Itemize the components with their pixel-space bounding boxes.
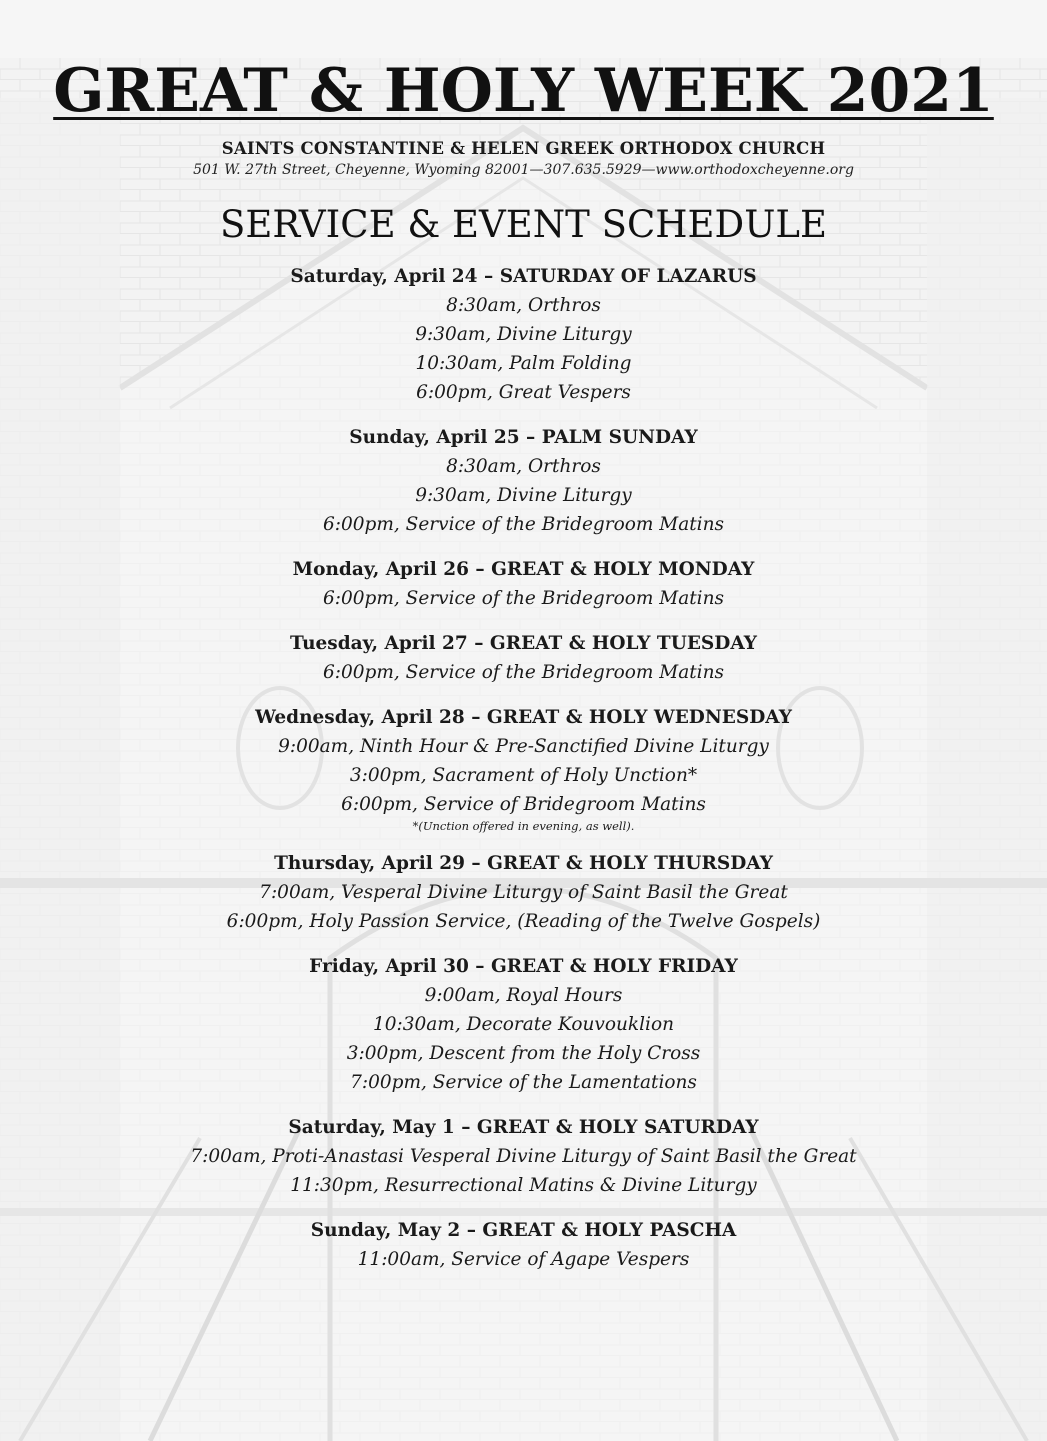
page-title: GREAT & HOLY WEEK 2021 [53,56,994,126]
schedule-day [0,849,1047,936]
service-item: 10:30am, Palm Folding [415,353,632,374]
church-name: SAINTS CONSTANTINE & HELEN GREEK ORTHODOX CHURCH [221,139,826,158]
schedule-day [0,629,1047,687]
service-item: 9:30am, Divine Liturgy [415,485,632,506]
service-item: 7:00am, Vesperal Divine Liturgy of Saint Basil the Great [259,882,788,903]
flyer-page [0,58,1047,1274]
day-heading: Saturday, May 1 – GREAT & HOLY SATURDAY [288,1117,759,1138]
service-item: 8:30am, Orthros [446,295,601,316]
schedule-day [0,423,1047,539]
service-item: 6:00pm, Service of the Bridegroom Matins [322,514,725,535]
schedule-day [0,703,1047,833]
schedule-day [0,952,1047,1097]
service-item: 6:00pm, Service of the Bridegroom Matins [322,662,725,683]
service-item: 6:00pm, Service of the Bridegroom Matins [322,588,725,609]
day-heading: Thursday, April 29 – GREAT & HOLY THURSDAY [274,853,773,874]
schedule-title: SERVICE & EVENT SCHEDULE [220,203,827,246]
service-item: 6:00pm, Holy Passion Service, (Reading of the Twelve Gospels) [226,911,821,932]
service-item: 7:00am, Proti-Anastasi Vesperal Divine Liturgy of Saint Basil the Great [190,1146,857,1167]
day-heading: Sunday, April 25 – PALM SUNDAY [349,427,698,448]
service-item: 3:00pm, Sacrament of Holy Unction* [349,765,698,786]
day-heading: Saturday, April 24 – SATURDAY OF LAZARUS [290,266,757,287]
day-heading: Sunday, May 2 – GREAT & HOLY PASCHA [310,1220,737,1241]
schedule-day [0,555,1047,613]
service-item: 9:00am, Royal Hours [424,985,623,1006]
schedule-day [0,262,1047,407]
service-item: 6:00pm, Great Vespers [416,382,631,403]
schedule-day [0,1216,1047,1274]
service-item: 9:30am, Divine Liturgy [415,324,632,345]
day-heading: Friday, April 30 – GREAT & HOLY FRIDAY [309,956,738,977]
schedule-list [0,262,1047,1274]
service-item: 8:30am, Orthros [446,456,601,477]
service-item: 11:30pm, Resurrectional Matins & Divine Liturgy [290,1175,757,1196]
service-item: 3:00pm, Descent from the Holy Cross [346,1043,701,1064]
day-heading: Tuesday, April 27 – GREAT & HOLY TUESDAY [290,633,757,654]
day-heading: Wednesday, April 28 – GREAT & HOLY WEDNESDAY [255,707,792,728]
day-heading: Monday, April 26 – GREAT & HOLY MONDAY [292,559,755,580]
service-item: 7:00pm, Service of the Lamentations [350,1072,697,1093]
service-note: *(Unction offered in evening, as well). [412,819,635,833]
service-item: 9:00am, Ninth Hour & Pre-Sanctified Divine Liturgy [278,736,769,757]
service-item: 10:30am, Decorate Kouvouklion [372,1014,675,1035]
church-address: 501 W. 27th Street, Cheyenne, Wyoming 82001—307.635.5929—www.orthodoxcheyenne.org [193,162,854,178]
service-item: 11:00am, Service of Agape Vespers [357,1249,690,1270]
schedule-day [0,1113,1047,1200]
service-item: 6:00pm, Service of Bridegroom Matins [341,794,706,815]
